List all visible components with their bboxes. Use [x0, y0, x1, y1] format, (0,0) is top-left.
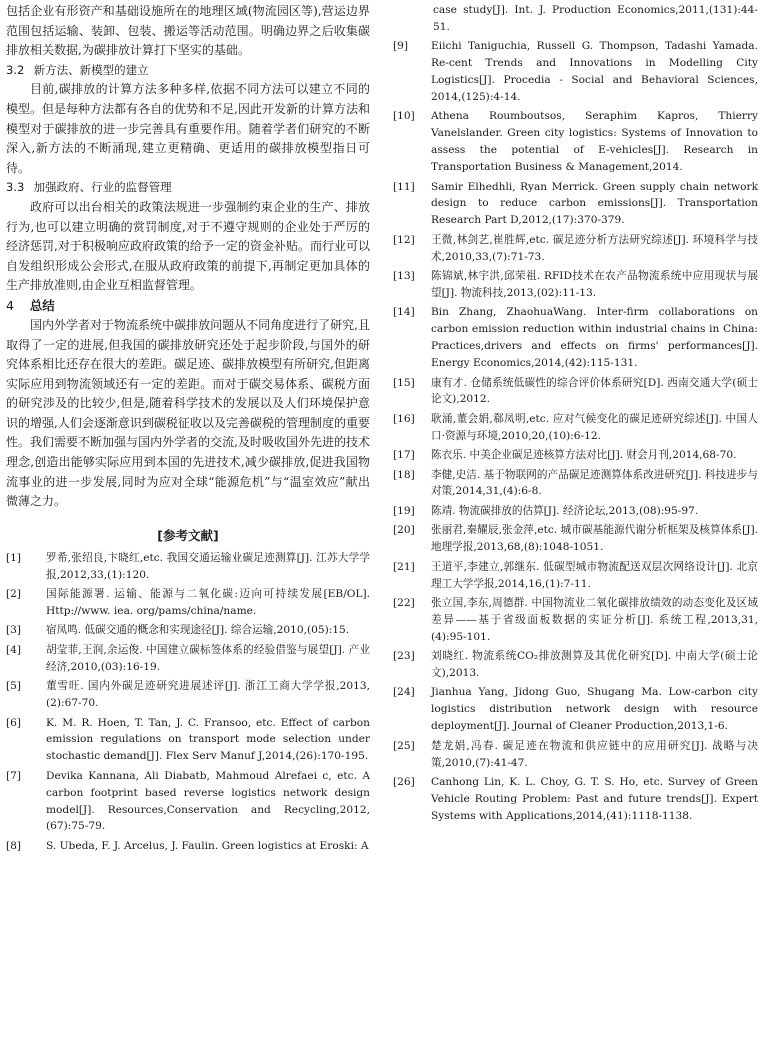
intro-paragraph: 包括企业有形资产和基础设施所在的地理区域(物流园区等),营运边界范围包括运输、装卸、包装、搬运等活动范围。明确边界之后收集碳排放相关数据,为碳排放计算打下坚实的基础。 [6, 4, 370, 58]
reference-text: 李健,史洁. 基于物联网的产品碳足迹测算体系改进研究[J]. 科技进步与对策,2014,31,(4):6-8. [431, 468, 758, 498]
reference-text: 胡莹菲,王润,余运俊. 中国建立碳标签体系的经验借鉴与展望[J]. 产业经济,2010,(03):16-19. [46, 643, 370, 673]
reference-number: [19] [393, 504, 415, 517]
reference-number: [10] [393, 110, 415, 123]
section-3-3-paragraph: 政府可以出台相关的政策法规进一步强制约束企业的生产、排放行为,也可以建立明确的赏罚制度,对于不遵守规则的企业处于严厉的经济惩罚,对于积极响应政府政策的给予一定的资金补贴。而行业可以自发组织形成公会形式,在服从政府政策的前提下,再制定更加具体的生产排放准则,由企业互相监督管理。 [6, 199, 370, 293]
reference-item [393, 304, 758, 372]
reference-list-left [6, 550, 370, 855]
section-number: 3.2 [6, 62, 25, 77]
reference-number: [1] [6, 551, 22, 564]
reference-continuation [393, 2, 758, 36]
reference-number: [16] [393, 412, 415, 425]
section-4-paragraph: 国内外学者对于物流系统中碳排放问题从不同角度进行了研究,且取得了一定的进展,但我国的碳排放研究还处于起步阶段,与国外的研究体系相比还存在很大的差距。碳足迹、碳排放模型有所研究,但距离实际应用到物流领域还有一定的差距。而对于碳交易体系、碳税方面的研究涉及的比较少,但是,随着科学技术的发展以及人们环境保护意识的增强,人们会逐渐意识到碳税征收以及完善碳税的管理制度的重要性。我们需要不断加强与国内外学者的交流,及时吸收国外先进的技术理念,创造出能够实际应用到本国的先进技术,减少碳排放,促进我国物流事业的进一步发展,同时为应对全球“能源危机”与“温室效应”献出微薄之力。 [6, 317, 370, 509]
section-3-2-paragraph: 目前,碳排放的计算方法多种多样,依据不同方法可以建立不同的模型。但是每种方法都有各自的优势和不足,因此开发新的计算方法和模型对于碳排放的进一步完善具有重要作用。随着学者们研究的不断深入,新方法的不断涌现,建立更精确、更适用的碳排放模型指日可待。 [6, 82, 370, 175]
reference-number: [8] [6, 839, 22, 852]
reference-item [393, 38, 758, 106]
reference-text: Samir Elhedhli, Ryan Merrick. Green supply chain network design to reduce carbon emissions[J]. Transportation Research Part D,2012,(17):370-379. [431, 180, 758, 227]
reference-number: [17] [393, 449, 415, 462]
reference-number: [25] [393, 739, 415, 752]
section-title: 加强政府、行业的监督管理 [33, 180, 172, 195]
reference-list-right [393, 2, 758, 825]
reference-number: [20] [393, 524, 415, 537]
reference-item [393, 467, 758, 501]
reference-text: 耿涌,董会娟,郗凤明,etc. 应对气候变化的碳足迹研究综述[J]. 中国人口·资源与环境,2010,20,(10):6-12. [431, 412, 758, 442]
reference-item [393, 447, 758, 464]
reference-number: [2] [6, 588, 22, 601]
reference-item [393, 522, 758, 556]
reference-number: [6] [6, 716, 22, 729]
reference-text: case study[J]. Int. J. Production Economics,2011,(131):44-51. [433, 4, 758, 33]
reference-text: 国际能源署. 运输、能源与二氧化碳:迈向可持续发展[EB/OL]. Http://www. iea. org/pams/china/name. [46, 588, 370, 618]
reference-item [6, 838, 370, 855]
reference-text: 罗希,张绍良,卞晓红,etc. 我国交通运输业碳足迹测算[J]. 江苏大学学报,2012,33,(1):120. [46, 551, 370, 581]
reference-number: [3] [6, 624, 22, 637]
reference-number: [22] [393, 596, 415, 609]
left-column [6, 2, 370, 857]
reference-text: 刘晓红. 物流系统CO₂排放测算及其优化研究[D]. 中南大学(硕士论文),2013. [431, 650, 758, 680]
reference-number: [13] [393, 270, 415, 283]
reference-text: 张丽君,秦耀辰,张金萍,etc. 城市碳基能源代谢分析框架及核算体系[J]. 地理学报,2013,68,(8):1048-1051. [431, 524, 758, 554]
reference-text: Bin Zhang, ZhaohuaWang. Inter-firm collaborations on carbon emission reduction within industrial chains in China: Practices,drivers and effects on firms' performances[J]. Energy Economics,2014,(42):115-131. [431, 306, 758, 370]
reference-item [6, 642, 370, 676]
reference-number: [15] [393, 376, 415, 389]
reference-item [6, 768, 370, 836]
reference-text: 王道平,李建立,郭继东. 低碳型城市物流配送双层次网络设计[J]. 北京理工大学学报,2014,16,(1):7-11. [431, 560, 758, 590]
section-number: 4 [6, 297, 14, 313]
reference-text: 陈靖. 物流碳排放的估算[J]. 经济论坛,2013,(08):95-97. [431, 504, 699, 517]
reference-text: Devika Kannana, Ali Diabatb, Mahmoud Alrefaei c, etc. A carbon footprint based reverse logistics network design model[J]. Resources,Conservation and Recycling,2012,(67):75-79. [46, 769, 370, 833]
reference-text: S. Ubeda, F. J. Arcelus, J. Faulin. Green logistics at Eroski: A [46, 839, 369, 852]
references-title: [参考文献] [157, 527, 219, 543]
reference-item [6, 586, 370, 620]
reference-number: [9] [393, 40, 409, 53]
reference-text: 康有才. 仓储系统低碳性的综合评价体系研究[D]. 西南交通大学(硕士论文),2012. [431, 376, 758, 406]
reference-item [6, 550, 370, 584]
reference-item [393, 179, 758, 230]
reference-text: Athena Roumboutsos, Seraphim Kapros, Thierry Vanelslander. Green city logistics: Systems of Innovation to assess the potential of E-vehicles[J]. Research in Transportation Business & Management,2014. [431, 110, 758, 174]
reference-item [393, 684, 758, 735]
reference-text: K. M. R. Hoen, T. Tan, J. C. Fransoo, etc. Effect of carbon emission regulations on transport mode selection under stochastic demand[J]. Flex Serv Manuf J,2014,(26):170-195. [46, 716, 370, 763]
reference-item [393, 108, 758, 176]
reference-item [393, 411, 758, 445]
reference-item [393, 648, 758, 682]
section-3-2-heading [6, 61, 370, 81]
reference-text: 楚龙娟,冯春. 碳足迹在物流和供应链中的应用研究[J]. 战略与决策,2010,(7):41-47. [431, 739, 758, 769]
reference-number: [24] [393, 686, 415, 699]
reference-text: Jianhua Yang, Jidong Guo, Shugang Ma. Low-carbon city logistics distribution network design with resource deployment[J]. Journal of Cleaner Production,2013,1-6. [431, 686, 758, 733]
reference-item [393, 738, 758, 772]
section-title: 总结 [29, 297, 55, 313]
reference-item [393, 268, 758, 302]
reference-text: Eiichi Taniguchia, Russell G. Thompson, Tadashi Yamada. Re-cent Trends and Innovations in Modelling City Logistics[J]. Procedia - Social and Behavioral Sciences, 2014,(125):4-14. [431, 40, 758, 104]
reference-item [393, 595, 758, 646]
reference-item [393, 559, 758, 593]
reference-text: 陈锦斌,林宇洪,邱荣祖. RFID技术在农产品物流系统中应用现状与展望[J]. 物流科技,2013,(02):11-13. [431, 270, 758, 299]
section-3-3-heading [6, 178, 370, 198]
reference-item [6, 622, 370, 639]
reference-number: [5] [6, 680, 22, 693]
reference-number: [11] [393, 180, 415, 193]
reference-item [6, 678, 370, 712]
reference-number: [23] [393, 650, 415, 663]
reference-number: [7] [6, 769, 22, 782]
reference-item [6, 715, 370, 766]
reference-text: 王微,林剑艺,崔胜辉,etc. 碳足迹分析方法研究综述[J]. 环境科学与技术,2010,33,(7):71-73. [431, 233, 758, 263]
reference-text: 陈衣乐. 中美企业碳足迹核算方法对比[J]. 财会月刊,2014,68-70. [431, 449, 737, 462]
reference-text: Canhong Lin, K. L. Choy, G. T. S. Ho, etc. Survey of Green Vehicle Routing Problem: Past and future trends[J]. Expert Systems with Applications,2014,(41):1118-1138. [431, 775, 758, 822]
section-4-heading [6, 296, 370, 316]
section-number: 3.3 [6, 180, 25, 195]
reference-number: [26] [393, 775, 415, 788]
reference-item [393, 503, 758, 520]
right-column [393, 2, 758, 827]
reference-item [393, 232, 758, 266]
reference-number: [4] [6, 643, 22, 656]
reference-item [393, 375, 758, 409]
section-title: 新方法、新模型的建立 [33, 62, 149, 77]
reference-text: 董雪旺. 国内外碳足迹研究进展述评[J]. 浙江工商大学学报,2013,(2):67-70. [46, 680, 370, 710]
reference-number: [21] [393, 560, 415, 573]
reference-number: [18] [393, 468, 415, 481]
reference-number: [12] [393, 233, 415, 246]
reference-text: 张立国,李东,周德群. 中国物流业二氧化碳排放绩效的动态变化及区域差异——基于省级面板数据的实证分析[J]. 系统工程,2013,31,(4):95-101. [431, 596, 758, 643]
reference-number: [14] [393, 306, 415, 319]
reference-item [393, 774, 758, 825]
reference-text: 宿凤鸣. 低碳交通的概念和实现途径[J]. 综合运输,2010,(05):15. [46, 624, 350, 637]
